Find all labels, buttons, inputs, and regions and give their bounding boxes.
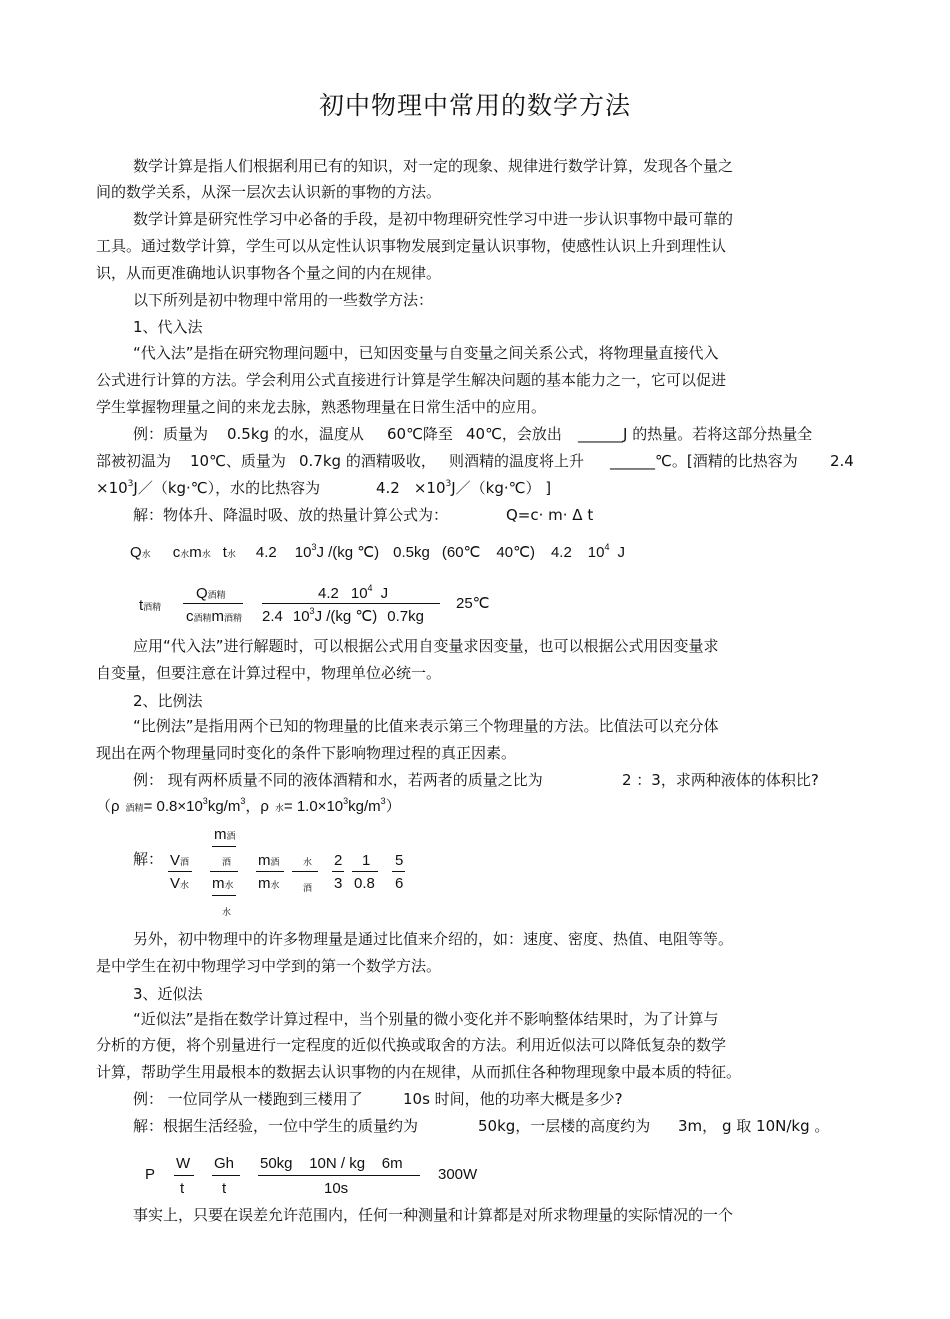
ratio-bottom: V水 (170, 875, 190, 892)
formula-text: Q=c· m· Δ t (506, 506, 594, 524)
fraction-denominator: c酒精m酒精 (186, 608, 243, 625)
solution-text: 解：根据生活经验，一位中学生的质量约为 (133, 1117, 419, 1135)
formula-result: 25℃ (456, 595, 490, 612)
paragraph-line: 自变量，但要注意在计算过程中，物理单位必统一。 (96, 664, 442, 682)
fraction-bar (262, 603, 440, 604)
example-text: 10s 时间，他的功率大概是多少? (403, 1090, 623, 1108)
example-text: 2.4 (830, 452, 854, 470)
example-text: $\times 10^3J/(kg\cdot℃)$，水的比热容为 (96, 479, 321, 497)
density-values: （ρ酒精= $0.8\times 10^3kg/m^3$，ρ 水= $1.0\times 10^3kg/m^3$） (96, 796, 401, 815)
section-heading: 2、比例法 (133, 692, 203, 710)
nested-denominator: 酒 (222, 857, 232, 867)
fraction-bar (174, 1175, 194, 1176)
ratio-top: m酒 (258, 852, 280, 869)
paragraph-line: 分析的方便，将个别量进行一定程度的近似代换或取舍的方法。利用近似法可以降低复杂的数学 (96, 1036, 727, 1054)
fraction-denominator: 2.4 $10^3J$ /(kg ℃) 0.7kg (262, 606, 424, 625)
fraction-denominator: t (180, 1180, 185, 1197)
ratio-top: 水 (303, 857, 313, 867)
example-text: 40℃，会放出 (466, 425, 562, 443)
ratio-top: V酒 (170, 852, 190, 869)
fraction-numerator: 50kg 10N / kg 6m (260, 1155, 403, 1172)
paragraph-line: 识，从而更准确地认识事物各个量之间的内在规律。 (96, 264, 442, 282)
ratio-top: 2 (334, 852, 343, 869)
example-text: $4.2 \times 10^3J/(kg\cdot℃)$ ] (376, 479, 552, 497)
paragraph-line: 事实上，只要在误差允许范围内，任何一种测量和计算都是对所求物理量的实际情况的一个 (133, 1206, 734, 1224)
solution-text: 3m， (678, 1117, 718, 1135)
fraction-bar (332, 871, 344, 872)
fraction-bar (212, 1175, 240, 1176)
fraction-numerator: Q酒精 (196, 585, 226, 602)
paragraph-line: 数学计算是指人们根据利用已有的知识，对一定的现象、规律进行数学计算，发现各个量之 (133, 157, 734, 175)
example-text: 例： 一位同学从一楼跑到三楼用了 (133, 1090, 363, 1108)
example-text: 例： 现有两杯质量不同的液体酒精和水，若两者的质量之比为 (133, 771, 543, 789)
paragraph-line: 现出在两个物理量同时变化的条件下影响物理过程的真正因素。 (96, 744, 517, 762)
nested-numerator: m酒 (214, 826, 236, 843)
fraction-bar (392, 871, 405, 872)
example-text: 10℃、质量为 (190, 452, 286, 470)
example-text: 部被初温为 (96, 452, 172, 470)
section-heading: 3、近似法 (133, 985, 203, 1003)
paragraph-line: “代入法”是指在研究物理问题中，已知因变量与自变量之间关系公式，将物理量直接代入 (133, 344, 719, 362)
solution-text: 解：物体升、降温时吸、放的热量计算公式为： (133, 506, 449, 524)
paragraph-line: 工具。通过数学计算，学生可以从定性认识事物发展到定量认识事物，使感性认识上升到理性认 (96, 237, 727, 255)
page-title: 初中物理中常用的数学方法 (318, 91, 631, 120)
fraction-numerator: 4.2 $10^4$ J (318, 583, 389, 602)
fraction-bar (168, 871, 192, 872)
paragraph-line: 计算，帮助学生用最根本的数据去认识事物的内在规律，从而抓住各种物理现象中最本质的特征。 (96, 1063, 742, 1081)
fraction-numerator: W (176, 1155, 191, 1172)
fraction-bar (183, 603, 243, 604)
ratio-bottom: 6 (395, 875, 404, 892)
fraction-denominator: 10s (324, 1180, 349, 1197)
ratio-bottom: 酒 (303, 883, 313, 893)
ratio-bottom: m水 (258, 875, 280, 892)
solution-label: 解： (133, 850, 164, 868)
ratio-bottom: 3 (334, 875, 343, 892)
paragraph-line: 间的数学关系，从深一层次去认识新的事物的方法。 (96, 183, 442, 201)
solution-text: 50kg，一层楼的高度约为 (478, 1117, 651, 1135)
paragraph-line: 学生掌握物理量之间的来龙去脉，熟悉物理量在日常生活中的应用。 (96, 398, 547, 416)
fraction-denominator: t (222, 1180, 227, 1197)
paragraph-line: 另外，初中物理中的许多物理量是通过比值来介绍的，如：速度、密度、热值、电阻等等。 (133, 930, 734, 948)
paragraph-line: 应用“代入法”进行解题时，可以根据公式用自变量求因变量，也可以根据公式用因变量求 (133, 637, 719, 655)
ratio-bottom: 0.8 (354, 875, 375, 892)
fraction-bar (292, 871, 318, 872)
nested-numerator: m水 (212, 875, 234, 892)
fraction-numerator: Gh (214, 1155, 235, 1172)
fraction-bar (210, 871, 238, 872)
paragraph-line: 数学计算是研究性学习中必备的手段，是初中物理研究性学习中进一步认识事物中最可靠的 (133, 210, 734, 228)
paragraph-line: 是中学生在初中物理学习中学到的第一个数学方法。 (96, 957, 442, 975)
fraction-bar (256, 871, 284, 872)
ratio-top: 5 (395, 852, 404, 869)
formula-temperature: t酒精 (139, 597, 162, 614)
solution-text: g 取 10N/kg 。 (722, 1117, 830, 1135)
example-text: 0.7kg 的酒精吸收， (299, 452, 436, 470)
paragraph-line: “近似法”是指在数学计算过程中，当个别量的微小变化并不影响整体结果时，为了计算与 (133, 1010, 719, 1028)
example-text: 2 ：3，求两种液体的体积比? (622, 771, 819, 789)
power-symbol: P (145, 1166, 156, 1183)
formula-result: 300W (438, 1166, 478, 1183)
example-text: 0.5kg 的水，温度从 (227, 425, 364, 443)
paragraph-line: “比例法”是指用两个已知的物理量的比值来表示第三个物理量的方法。比值法可以充分体 (133, 717, 719, 735)
formula-heat: Q水 c水m水 t水 4.2 $10^3J$ /(kg ℃) 0.5kg (60℃ 40℃) 4.2 $10^4$ J (130, 542, 625, 561)
example-text: 60℃降至 (387, 425, 453, 443)
nested-denominator: 水 (222, 907, 232, 917)
fraction-bar (212, 846, 236, 847)
example-text: 例：质量为 (133, 425, 209, 443)
section-heading: 1、代入法 (133, 318, 203, 336)
fraction-bar (352, 871, 378, 872)
fraction-bar (212, 895, 236, 896)
fraction-bar (258, 1175, 420, 1176)
example-text: ______℃。[酒精的比热容为 (610, 452, 798, 470)
paragraph-line: 公式进行计算的方法。学会利用公式直接进行计算是学生解决问题的基本能力之一，它可以促进 (96, 371, 727, 389)
ratio-top: 1 (362, 852, 371, 869)
paragraph-line: 以下所列是初中物理中常用的一些数学方法： (133, 291, 434, 309)
example-text: ______J 的热量。若将这部分热量全 (578, 425, 813, 443)
example-text: 则酒精的温度将上升 (449, 452, 585, 470)
